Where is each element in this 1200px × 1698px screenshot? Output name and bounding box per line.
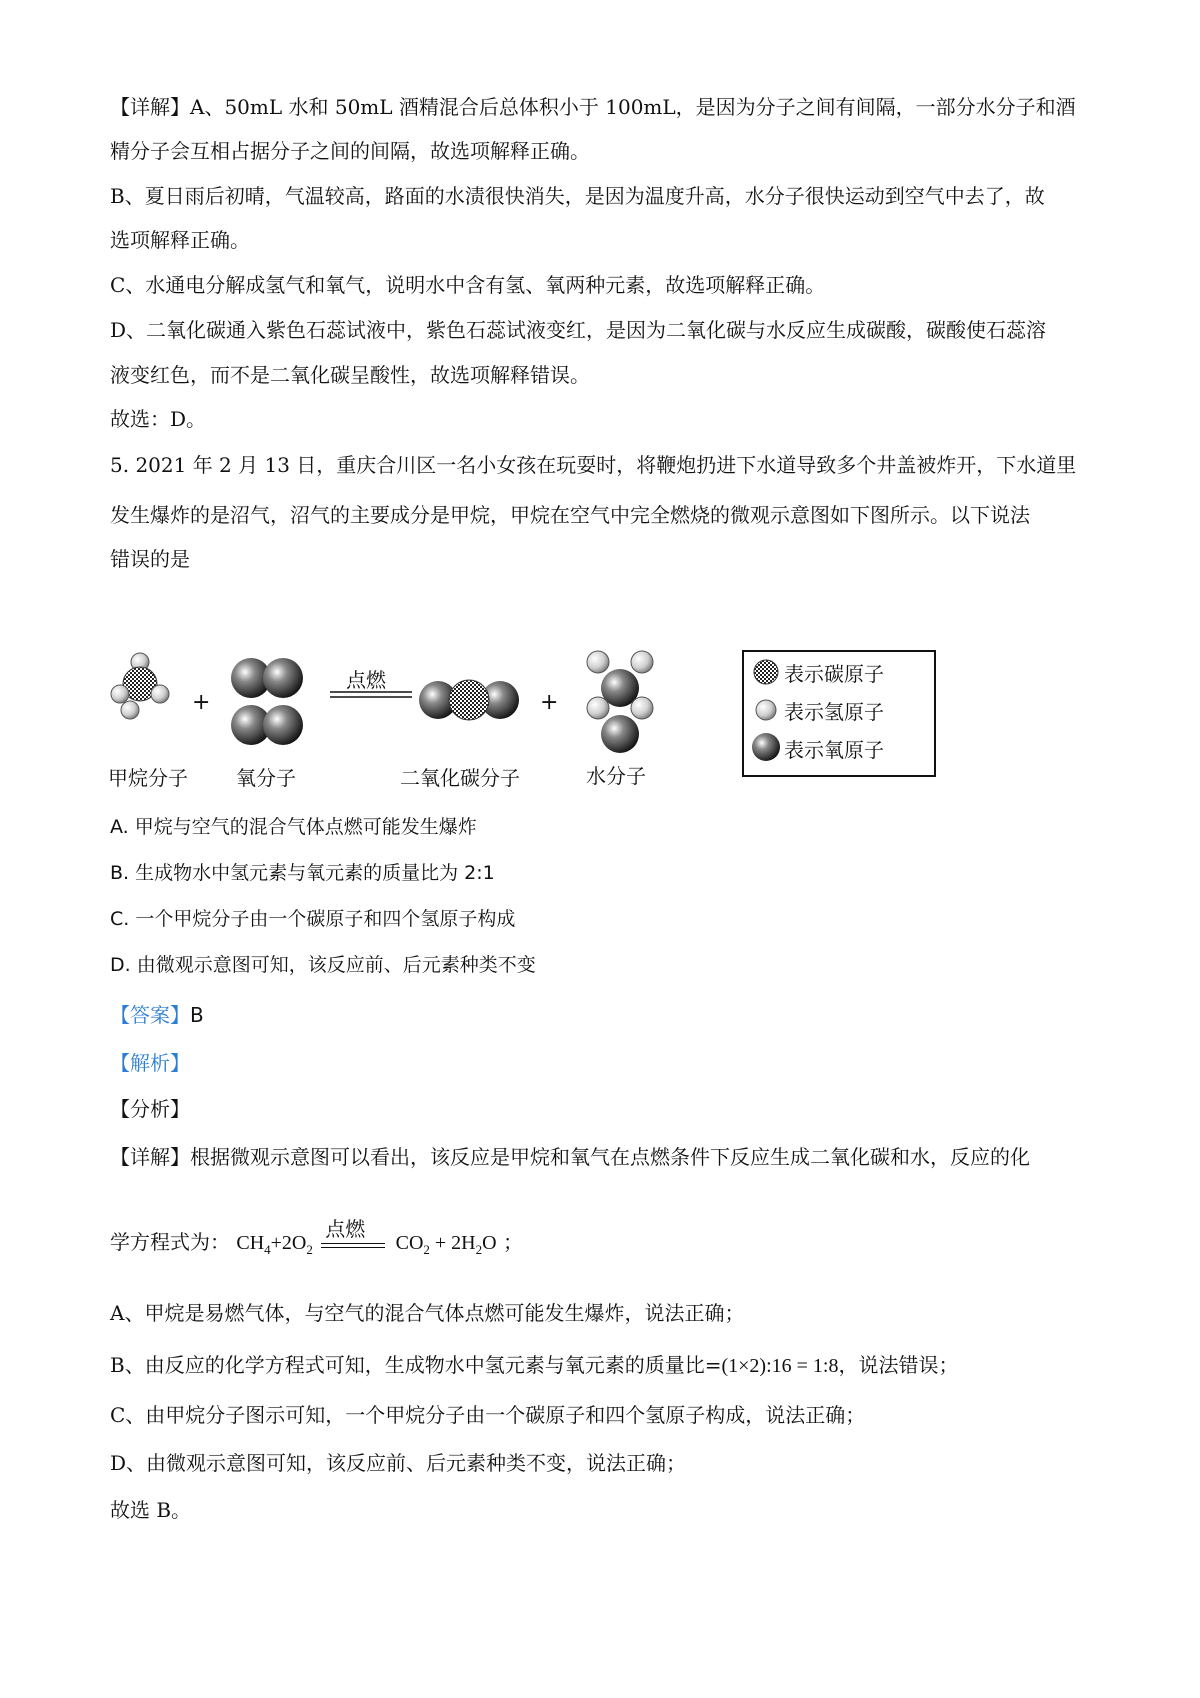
equation-condition: 点燃 [325,1216,366,1241]
reaction-condition: 点燃 [346,668,386,692]
question-text: 发生爆炸的是沼气，沼气的主要成分是甲烷，甲烷在空气中完全燃烧的微观示意图如下图所示。以下说法 [110,503,1030,527]
detail-line: 【详解】根据微观示意图可以看出，该反应是甲烷和氧气在点燃条件下反应生成二氧化碳和水，反应的化 [110,1145,1030,1169]
question-text: 5. 2021 年 2 月 13 日，重庆合川区一名小女孩在玩耍时，将鞭炮扔进下水道导致多个井盖被炸开，下水道里 [110,453,1077,477]
option-d: D. 由微观示意图可知，该反应前、后元素种类不变 [110,954,536,976]
water-molecules [587,651,653,753]
option-c: C. 一个甲烷分子由一个碳原子和四个氢原子构成 [110,908,516,930]
text-line: D、二氧化碳通入紫色石蕊试液中，紫色石蕊试液变红，是因为二氧化碳与水反应生成碳酸，碳酸使石蕊溶 [110,318,1047,342]
text-line: 选项解释正确。 [110,228,250,252]
option-a: A. 甲烷与空气的混合气体点燃可能发生爆炸 [110,816,477,838]
mass-ratio: (1×2):16 = 1:8 [721,1355,839,1377]
text-line: 精分子会互相占据分子之间的间隔，故选项解释正确。 [110,139,590,163]
caption-water: 水分子 [586,764,646,788]
caption-methane: 甲烷分子 [108,766,188,790]
methane-molecule [111,653,169,719]
caption-co2: 二氧化碳分子 [400,766,520,790]
text-line: 故选：D。 [110,407,207,431]
text-line: 液变红色，而不是二氧化碳呈酸性，故选项解释错误。 [110,363,590,387]
text-line: B、夏日雨后初晴，气温较高，路面的水渍很快消失，是因为温度升高，水分子很快运动到空气中去了，故 [110,184,1045,208]
answer-value: B [190,1003,204,1027]
detail-c: C、由甲烷分子图示可知，一个甲烷分子由一个碳原子和四个氢原子构成，说法正确； [110,1403,866,1427]
plus-sign: + [192,690,211,715]
conclusion: 故选 B。 [110,1498,192,1522]
oxygen-molecules [231,658,303,745]
option-b: B. 生成物水中氢元素与氧元素的质量比为 2:1 [110,862,495,884]
plus-sign: + [540,690,559,715]
text-line: C、水通电分解成氢气和氧气，说明水中含有氢、氧两种元素，故选项解释正确。 [110,273,826,297]
question-text: 错误的是 [110,547,190,571]
co2-molecule [419,680,519,720]
fenxi-label: 【分析】 [110,1097,190,1121]
detail-b [110,1350,1100,1381]
text-line: 【详解】A、50mL 水和 50mL 酒精混合后总体积小于 100mL，是因为分子之间有间隔，一部分水分子和酒 [110,95,1076,119]
equation-line: 学方程式为： $CH_4+2O_2$ 点燃 $CO_2 + 2H_2O$ ； [110,1226,523,1259]
equation-prefix: 学方程式为： [110,1230,230,1254]
legend-hydrogen: 表示氢原子 [784,700,884,724]
detail-b-suffix: ，说法错误； [838,1353,959,1377]
detail-a: A、甲烷是易燃气体，与空气的混合气体点燃可能发生爆炸，说法正确； [110,1301,745,1325]
analysis-label: 【解析】 [110,1051,190,1075]
answer-label: 【答案】 [110,1003,190,1027]
answer-line [110,1000,1100,1030]
reaction-diagram [108,650,948,800]
legend-carbon: 表示碳原子 [784,662,884,686]
legend-box [742,650,936,777]
detail-d: D、由微观示意图可知，该反应前、后元素种类不变，说法正确； [110,1451,687,1475]
caption-oxygen: 氧分子 [236,766,296,790]
legend-oxygen: 表示氧原子 [784,738,884,762]
detail-b-prefix: B、由反应的化学方程式可知，生成物水中氢元素与氧元素的质量比= [110,1353,722,1377]
